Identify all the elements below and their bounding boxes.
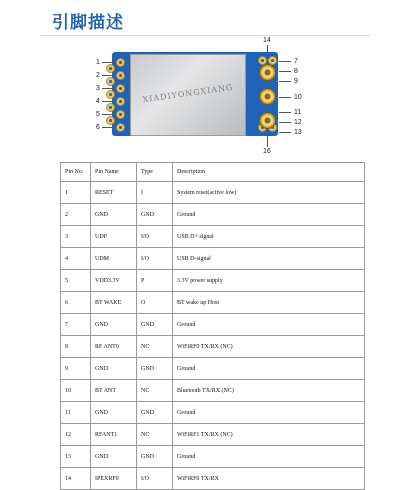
table-cell: BT wake up Host: [173, 292, 365, 314]
pin-callout: 14: [263, 37, 271, 44]
table-cell: System reset(active low): [173, 182, 365, 204]
table-cell: P: [137, 270, 173, 292]
table-row: [61, 336, 365, 358]
rf-shield: [130, 54, 246, 136]
callout-leader: [102, 88, 114, 89]
table-cell: 2: [61, 204, 91, 226]
table-cell: GND: [137, 402, 173, 424]
table-cell: 3: [61, 226, 91, 248]
table-cell: GND: [137, 314, 173, 336]
table-cell: 7: [61, 314, 91, 336]
antenna-connector: [259, 64, 276, 81]
table-row: [61, 402, 365, 424]
pad: [116, 58, 125, 67]
antenna-connector: [259, 88, 276, 105]
column-header: Pin No.: [61, 163, 91, 182]
pad: [106, 116, 115, 125]
table-row: [61, 380, 365, 402]
callout-leader: [279, 97, 291, 98]
callout-leader: [279, 81, 291, 82]
callout-leader: [279, 71, 291, 72]
table-cell: UDP: [91, 226, 137, 248]
table-cell: 3.3V power supply: [173, 270, 365, 292]
table-cell: GND: [137, 446, 173, 468]
table-cell: 9: [61, 358, 91, 380]
table-row: [61, 182, 365, 204]
column-header: Type: [137, 163, 173, 182]
table-row: [61, 204, 365, 226]
pin-callout: 1: [96, 59, 100, 66]
table-cell: 8: [61, 336, 91, 358]
table-cell: I/O: [137, 248, 173, 270]
callout-leader: [279, 61, 291, 62]
callout-leader: [279, 122, 291, 123]
pin-callout: 6: [96, 124, 100, 131]
table-cell: GND: [137, 358, 173, 380]
table-header-row: [61, 163, 365, 182]
table-cell: WiFiRF1 TX/RX (NC): [173, 424, 365, 446]
callout-leader: [279, 132, 291, 133]
pin-callout: 3: [96, 85, 100, 92]
table-cell: GND: [91, 358, 137, 380]
column-header: Description: [173, 163, 365, 182]
pin-callout: 7: [294, 58, 298, 65]
table-cell: GND: [91, 204, 137, 226]
table-cell: WiFiRF0 TX/RX (NC): [173, 336, 365, 358]
pin-callout: 8: [294, 68, 298, 75]
table-cell: USB D-signal: [173, 248, 365, 270]
table-cell: RFANT1: [91, 424, 137, 446]
pad: [106, 103, 115, 112]
pin-callout: 12: [294, 119, 302, 126]
pin-callout: 2: [96, 72, 100, 79]
table-cell: 12: [61, 424, 91, 446]
table-cell: I: [137, 182, 173, 204]
shield-marking: XIADIYONGXIANG: [142, 82, 234, 105]
table-row: [61, 314, 365, 336]
table-cell: GND: [91, 446, 137, 468]
antenna-connector: [259, 112, 276, 129]
module-diagram: [0, 0, 400, 160]
table-cell: Ground: [173, 446, 365, 468]
pad: [116, 123, 125, 132]
table-cell: UDM: [91, 248, 137, 270]
pin-description-table: [60, 162, 365, 490]
table-cell: IPEXRF0: [91, 468, 137, 490]
table-cell: GND: [91, 314, 137, 336]
callout-leader: [102, 75, 114, 76]
section-heading: 引脚描述: [52, 13, 124, 33]
callout-leader: [102, 114, 114, 115]
table-cell: Bluetooth TX/RX (NC): [173, 380, 365, 402]
table-row: [61, 248, 365, 270]
pin-callout: 9: [294, 78, 298, 85]
table-cell: RF ANT0: [91, 336, 137, 358]
callout-leader: [267, 130, 268, 147]
table-cell: 13: [61, 446, 91, 468]
table-cell: I/O: [137, 468, 173, 490]
table-row: [61, 446, 365, 468]
pad: [116, 110, 125, 119]
table-row: [61, 358, 365, 380]
table-cell: VDD3.3V: [91, 270, 137, 292]
callout-leader: [279, 112, 291, 113]
table-cell: NC: [137, 380, 173, 402]
callout-leader: [267, 45, 268, 63]
table-cell: 10: [61, 380, 91, 402]
pad: [116, 71, 125, 80]
table-cell: 6: [61, 292, 91, 314]
table-row: [61, 226, 365, 248]
pad: [116, 84, 125, 93]
callout-leader: [102, 62, 114, 63]
callout-leader: [102, 127, 114, 128]
table-cell: Ground: [173, 314, 365, 336]
table-cell: BT WAKE: [91, 292, 137, 314]
table-cell: GND: [91, 402, 137, 424]
table-cell: BT ANT: [91, 380, 137, 402]
table-cell: 11: [61, 402, 91, 424]
pin-callout: 13: [294, 129, 302, 136]
pin-callout: 10: [294, 94, 302, 101]
table-row: [61, 468, 365, 490]
table-cell: 4: [61, 248, 91, 270]
table-cell: O: [137, 292, 173, 314]
table-cell: 1: [61, 182, 91, 204]
pad: [106, 64, 115, 73]
column-header: Pin Name: [91, 163, 137, 182]
pad: [106, 77, 115, 86]
table-cell: 5: [61, 270, 91, 292]
callout-leader: [102, 101, 114, 102]
table-cell: WiFiRF0 TX/RX: [173, 468, 365, 490]
table-cell: Ground: [173, 358, 365, 380]
table-cell: 14: [61, 468, 91, 490]
pad: [116, 97, 125, 106]
table-row: [61, 424, 365, 446]
table-cell: NC: [137, 336, 173, 358]
table-cell: Ground: [173, 402, 365, 424]
pad: [106, 90, 115, 99]
table-row: [61, 292, 365, 314]
table-cell: RESET: [91, 182, 137, 204]
pin-callout: 11: [294, 109, 302, 116]
table-cell: GND: [137, 204, 173, 226]
table-row: [61, 270, 365, 292]
table-cell: USB D+ signal: [173, 226, 365, 248]
table-cell: NC: [137, 424, 173, 446]
table-cell: I/O: [137, 226, 173, 248]
pin-callout: 5: [96, 111, 100, 118]
pin-callout: 4: [96, 98, 100, 105]
table-cell: Ground: [173, 204, 365, 226]
pin-callout: 16: [263, 148, 271, 155]
